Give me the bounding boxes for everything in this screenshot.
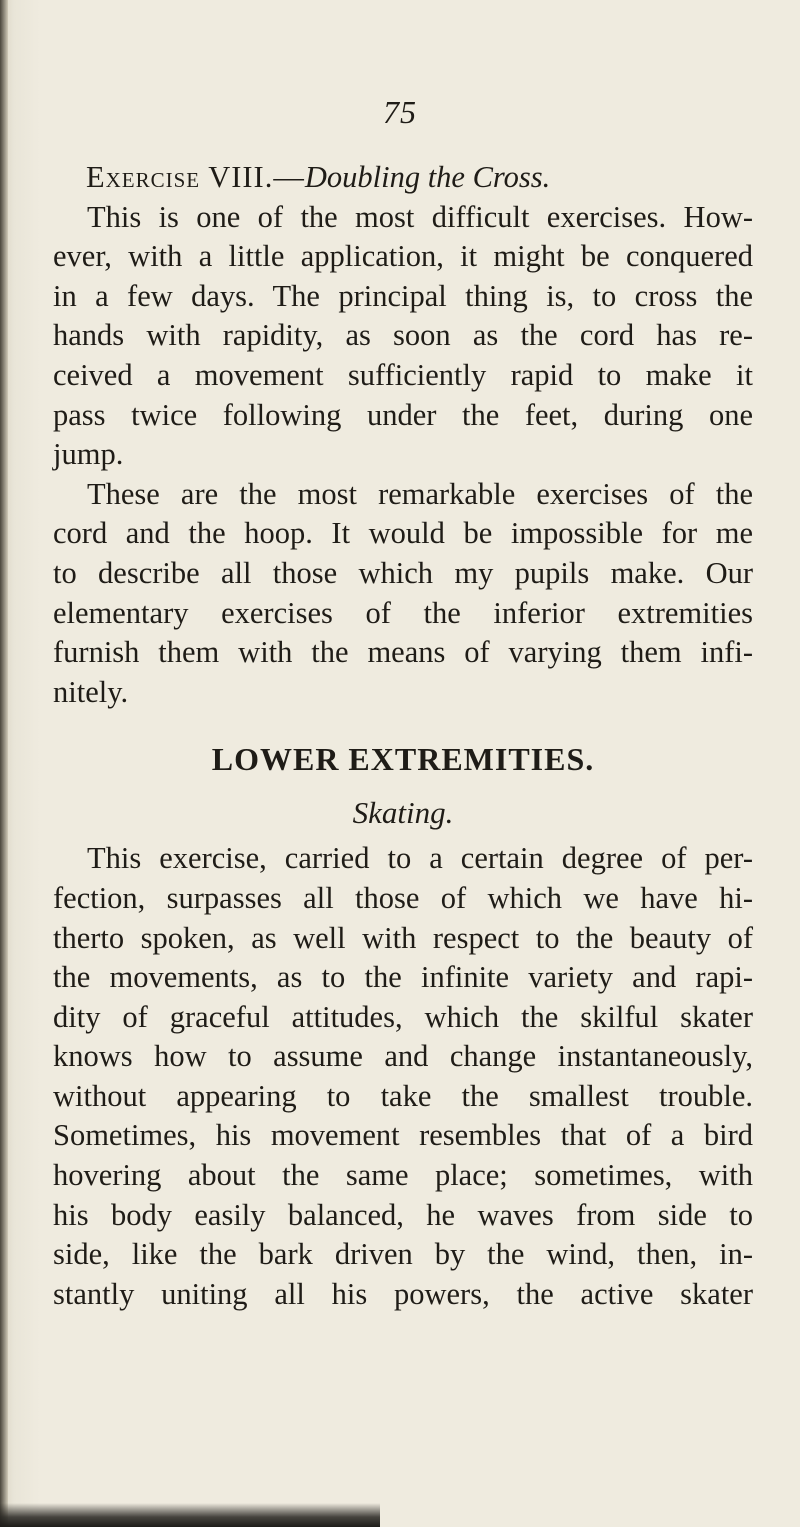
text-line: stantly uniting all his powers, the active skater <box>53 1276 753 1311</box>
paragraph-skating <box>53 839 753 1314</box>
exercise-heading-prefix: Exercise VIII.— <box>86 160 305 194</box>
text-line: These are the most remarkable exercises of the <box>87 476 753 511</box>
text-line: jump. <box>53 437 124 472</box>
text-line: pass twice following under the feet, during one <box>53 397 753 432</box>
text-line: without appearing to take the smallest trouble. <box>53 1078 753 1113</box>
exercise-heading-title: Doubling the Cross. <box>304 160 551 194</box>
text-line: cord and the hoop. It would be impossible for me <box>53 516 753 551</box>
text-line: nitely. <box>53 674 129 709</box>
text-line: dity of graceful attitudes, which the skilful skater <box>53 999 753 1034</box>
page-text <box>53 158 753 1314</box>
section-heading: LOWER EXTREMITIES. <box>211 741 595 778</box>
text-line: knows how to assume and change instantaneously, <box>53 1039 753 1074</box>
text-line: elementary exercises of the inferior extremities <box>53 595 753 630</box>
text-line: This exercise, carried to a certain degree of per- <box>87 841 753 876</box>
text-line: the movements, as to the infinite variety and rapi- <box>53 960 753 995</box>
text-line: hands with rapidity, as soon as the cord has re- <box>53 318 753 353</box>
text-line: to describe all those which my pupils make. Our <box>53 555 753 590</box>
text-line: ceived a movement sufficiently rapid to make it <box>53 357 753 392</box>
page-number: 75 <box>383 94 417 130</box>
paragraph-remarkable-exercises <box>53 475 753 713</box>
text-line: his body easily balanced, he waves from side to <box>53 1197 753 1232</box>
text-line: therto spoken, as well with respect to the beauty of <box>53 920 753 955</box>
text-line: Sometimes, his movement resembles that of a bird <box>53 1118 753 1153</box>
text-line: hovering about the same place; sometimes, with <box>53 1158 753 1193</box>
exercise-heading <box>53 158 753 198</box>
text-line: in a few days. The principal thing is, to cross the <box>53 278 753 313</box>
paragraph-doubling-the-cross <box>53 198 753 475</box>
sub-heading: Skating. <box>352 795 454 831</box>
text-line: fection, surpasses all those of which we have hi- <box>53 880 753 915</box>
page-binding-edge <box>0 0 8 1527</box>
text-line: This is one of the most difficult exercises. How- <box>87 199 753 234</box>
text-line: side, like the bark driven by the wind, then, in- <box>53 1237 753 1272</box>
scan-shadow <box>0 1503 380 1527</box>
text-line: furnish them with the means of varying them infi- <box>53 635 753 670</box>
text-line: ever, with a little application, it might be conquered <box>53 239 753 274</box>
